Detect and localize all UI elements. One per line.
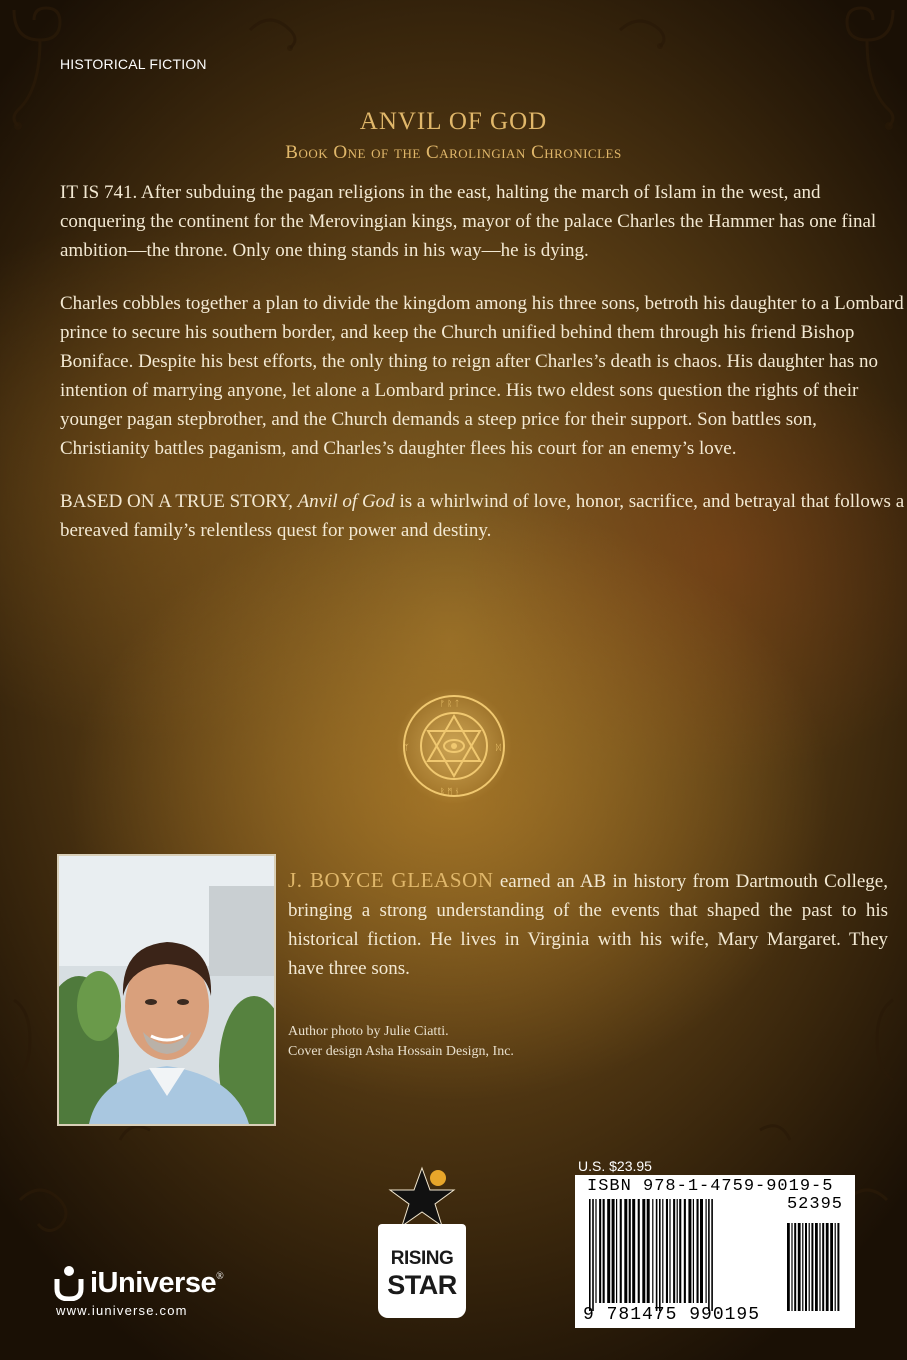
addon-bar	[822, 1223, 824, 1311]
genre-label: HISTORICAL FICTION	[60, 56, 207, 72]
publisher-logo	[52, 1265, 224, 1318]
addon-bar	[835, 1223, 836, 1311]
barcode-bar	[612, 1199, 615, 1303]
barcode-bar	[659, 1199, 661, 1311]
barcode-bar	[620, 1199, 622, 1303]
badge-line-2: STAR	[387, 1270, 457, 1300]
barcode-bar	[677, 1199, 678, 1303]
price-code: 52395	[786, 1195, 843, 1214]
barcode-bar	[666, 1199, 668, 1303]
title-block	[0, 108, 907, 164]
publisher-name: iUniverse	[90, 1266, 217, 1299]
addon-bar	[837, 1223, 839, 1311]
addon-bar	[819, 1223, 820, 1311]
barcode-bar	[595, 1199, 596, 1303]
barcode-bar	[706, 1199, 707, 1303]
addon-bar	[794, 1223, 796, 1311]
barcode-bar	[624, 1199, 627, 1303]
author-name: J. BOYCE GLEASON	[288, 868, 494, 892]
addon-bar	[830, 1223, 833, 1311]
barcode-bar	[629, 1199, 631, 1303]
iuniverse-logo-icon	[52, 1265, 86, 1301]
blurb-lead: BASED ON A TRUE STORY,	[60, 491, 298, 512]
publisher-url: www.iuniverse.com	[56, 1303, 188, 1318]
author-bio-text: earned an AB in history from Dartmouth College, bringing a strong understanding of the events that shaped the past to his historical fiction. He lives in Virginia with his wife, Mary Margaret. They have three sons.	[288, 871, 888, 979]
barcode-bar	[607, 1199, 610, 1303]
barcode-bar	[700, 1199, 703, 1303]
blurb-book-title: Anvil of God	[297, 491, 395, 512]
blurb-paragraph-2: Charles cobbles together a plan to divide the kingdom among his three sons, betroth his daughter to a Lombard prince to secure his southern border, and keep the Church unified behind them through his friend Bishop Boniface. Despite his best efforts, the only thing to reign after Charles’s death is chaos. His daughter has no intention of marrying anyone, let alone a Lombard prince. His two eldest sons question the rights of their younger pagan stepbrother, and the Church demands a steep price for their support. Son battles son, Christianity battles paganism, and Charles’s daughter flees his court for an enemy’s love.	[60, 293, 904, 459]
author-portrait-image	[59, 856, 274, 1124]
barcode-bar	[652, 1199, 653, 1303]
blurb-rest: is a whirlwind of love, honor, sacrifice, and betrayal that follows a bereaved family’s relentless quest for power and destiny.	[60, 491, 905, 541]
svg-text:ᚠ ᚱ ᛏ: ᚠ ᚱ ᛏ	[440, 699, 460, 708]
hexagram-seal-icon	[396, 688, 512, 804]
barcode-bar	[589, 1199, 591, 1311]
isbn-barcode	[575, 1175, 855, 1328]
barcode-bar	[673, 1199, 675, 1303]
author-photo	[57, 854, 276, 1126]
barcode-bar	[679, 1199, 681, 1303]
addon-bar	[811, 1223, 813, 1311]
barcode-bar	[662, 1199, 663, 1303]
barcode-bar	[697, 1199, 699, 1303]
barcode-bar	[632, 1199, 635, 1303]
book-subtitle: Book One of the Carolingian Chronicles	[285, 142, 622, 163]
addon-bar	[826, 1223, 829, 1311]
barcode-bar	[656, 1199, 658, 1311]
blurb-paragraph-3	[60, 487, 907, 545]
addon-bar	[798, 1223, 801, 1311]
barcode-bar	[616, 1199, 617, 1303]
barcode-bar	[603, 1199, 605, 1303]
back-cover-blurb	[60, 178, 907, 569]
book-title: ANVIL OF GOD	[359, 108, 548, 135]
barcode-bar	[592, 1199, 594, 1311]
svg-text:ᛉ: ᛉ	[404, 743, 409, 752]
svg-text:ᛞ: ᛞ	[496, 743, 501, 752]
ean-number: 9 781475 990195	[583, 1305, 761, 1325]
rising-star-badge	[378, 1166, 466, 1320]
addon-bar	[815, 1223, 818, 1311]
rising-star-label	[378, 1224, 466, 1318]
design-credit: Cover design Asha Hossain Design, Inc.	[288, 1044, 514, 1059]
photo-credit: Author photo by Julie Ciatti.	[288, 1024, 449, 1039]
addon-bar	[805, 1223, 807, 1311]
barcode-bar	[693, 1199, 694, 1303]
svg-text:ᛒ ᛗ ᚾ: ᛒ ᛗ ᚾ	[440, 787, 460, 796]
credits	[288, 1022, 514, 1062]
blurb-paragraph-1: IT IS 741. After subduing the pagan religions in the east, halting the march of Islam in the west, and conquering the continent for the Merovingian kings, mayor of the palace Charles the Hammer has one final ambition—the throne. Only one thing stands in his way—he is dying.	[60, 182, 877, 261]
barcode-bar	[669, 1199, 670, 1303]
barcode-bar	[647, 1199, 650, 1303]
addon-bar	[809, 1223, 810, 1311]
price-label: U.S. $23.95	[578, 1158, 652, 1174]
badge-line-1: RISING	[390, 1248, 454, 1269]
barcode-bar	[711, 1199, 713, 1311]
barcode-bar	[638, 1199, 640, 1303]
trademark-symbol: ®	[216, 1270, 224, 1282]
barcode-bar	[599, 1199, 601, 1303]
author-bio	[288, 866, 888, 983]
barcode-bar	[684, 1199, 686, 1303]
addon-bar	[802, 1223, 803, 1311]
addon-bar	[787, 1223, 790, 1311]
addon-bar	[791, 1223, 792, 1311]
barcode-bar	[642, 1199, 645, 1303]
barcode-bar	[708, 1199, 710, 1311]
barcode-bar	[688, 1199, 691, 1303]
isbn-label: ISBN 978-1-4759-9019-5	[587, 1177, 834, 1196]
